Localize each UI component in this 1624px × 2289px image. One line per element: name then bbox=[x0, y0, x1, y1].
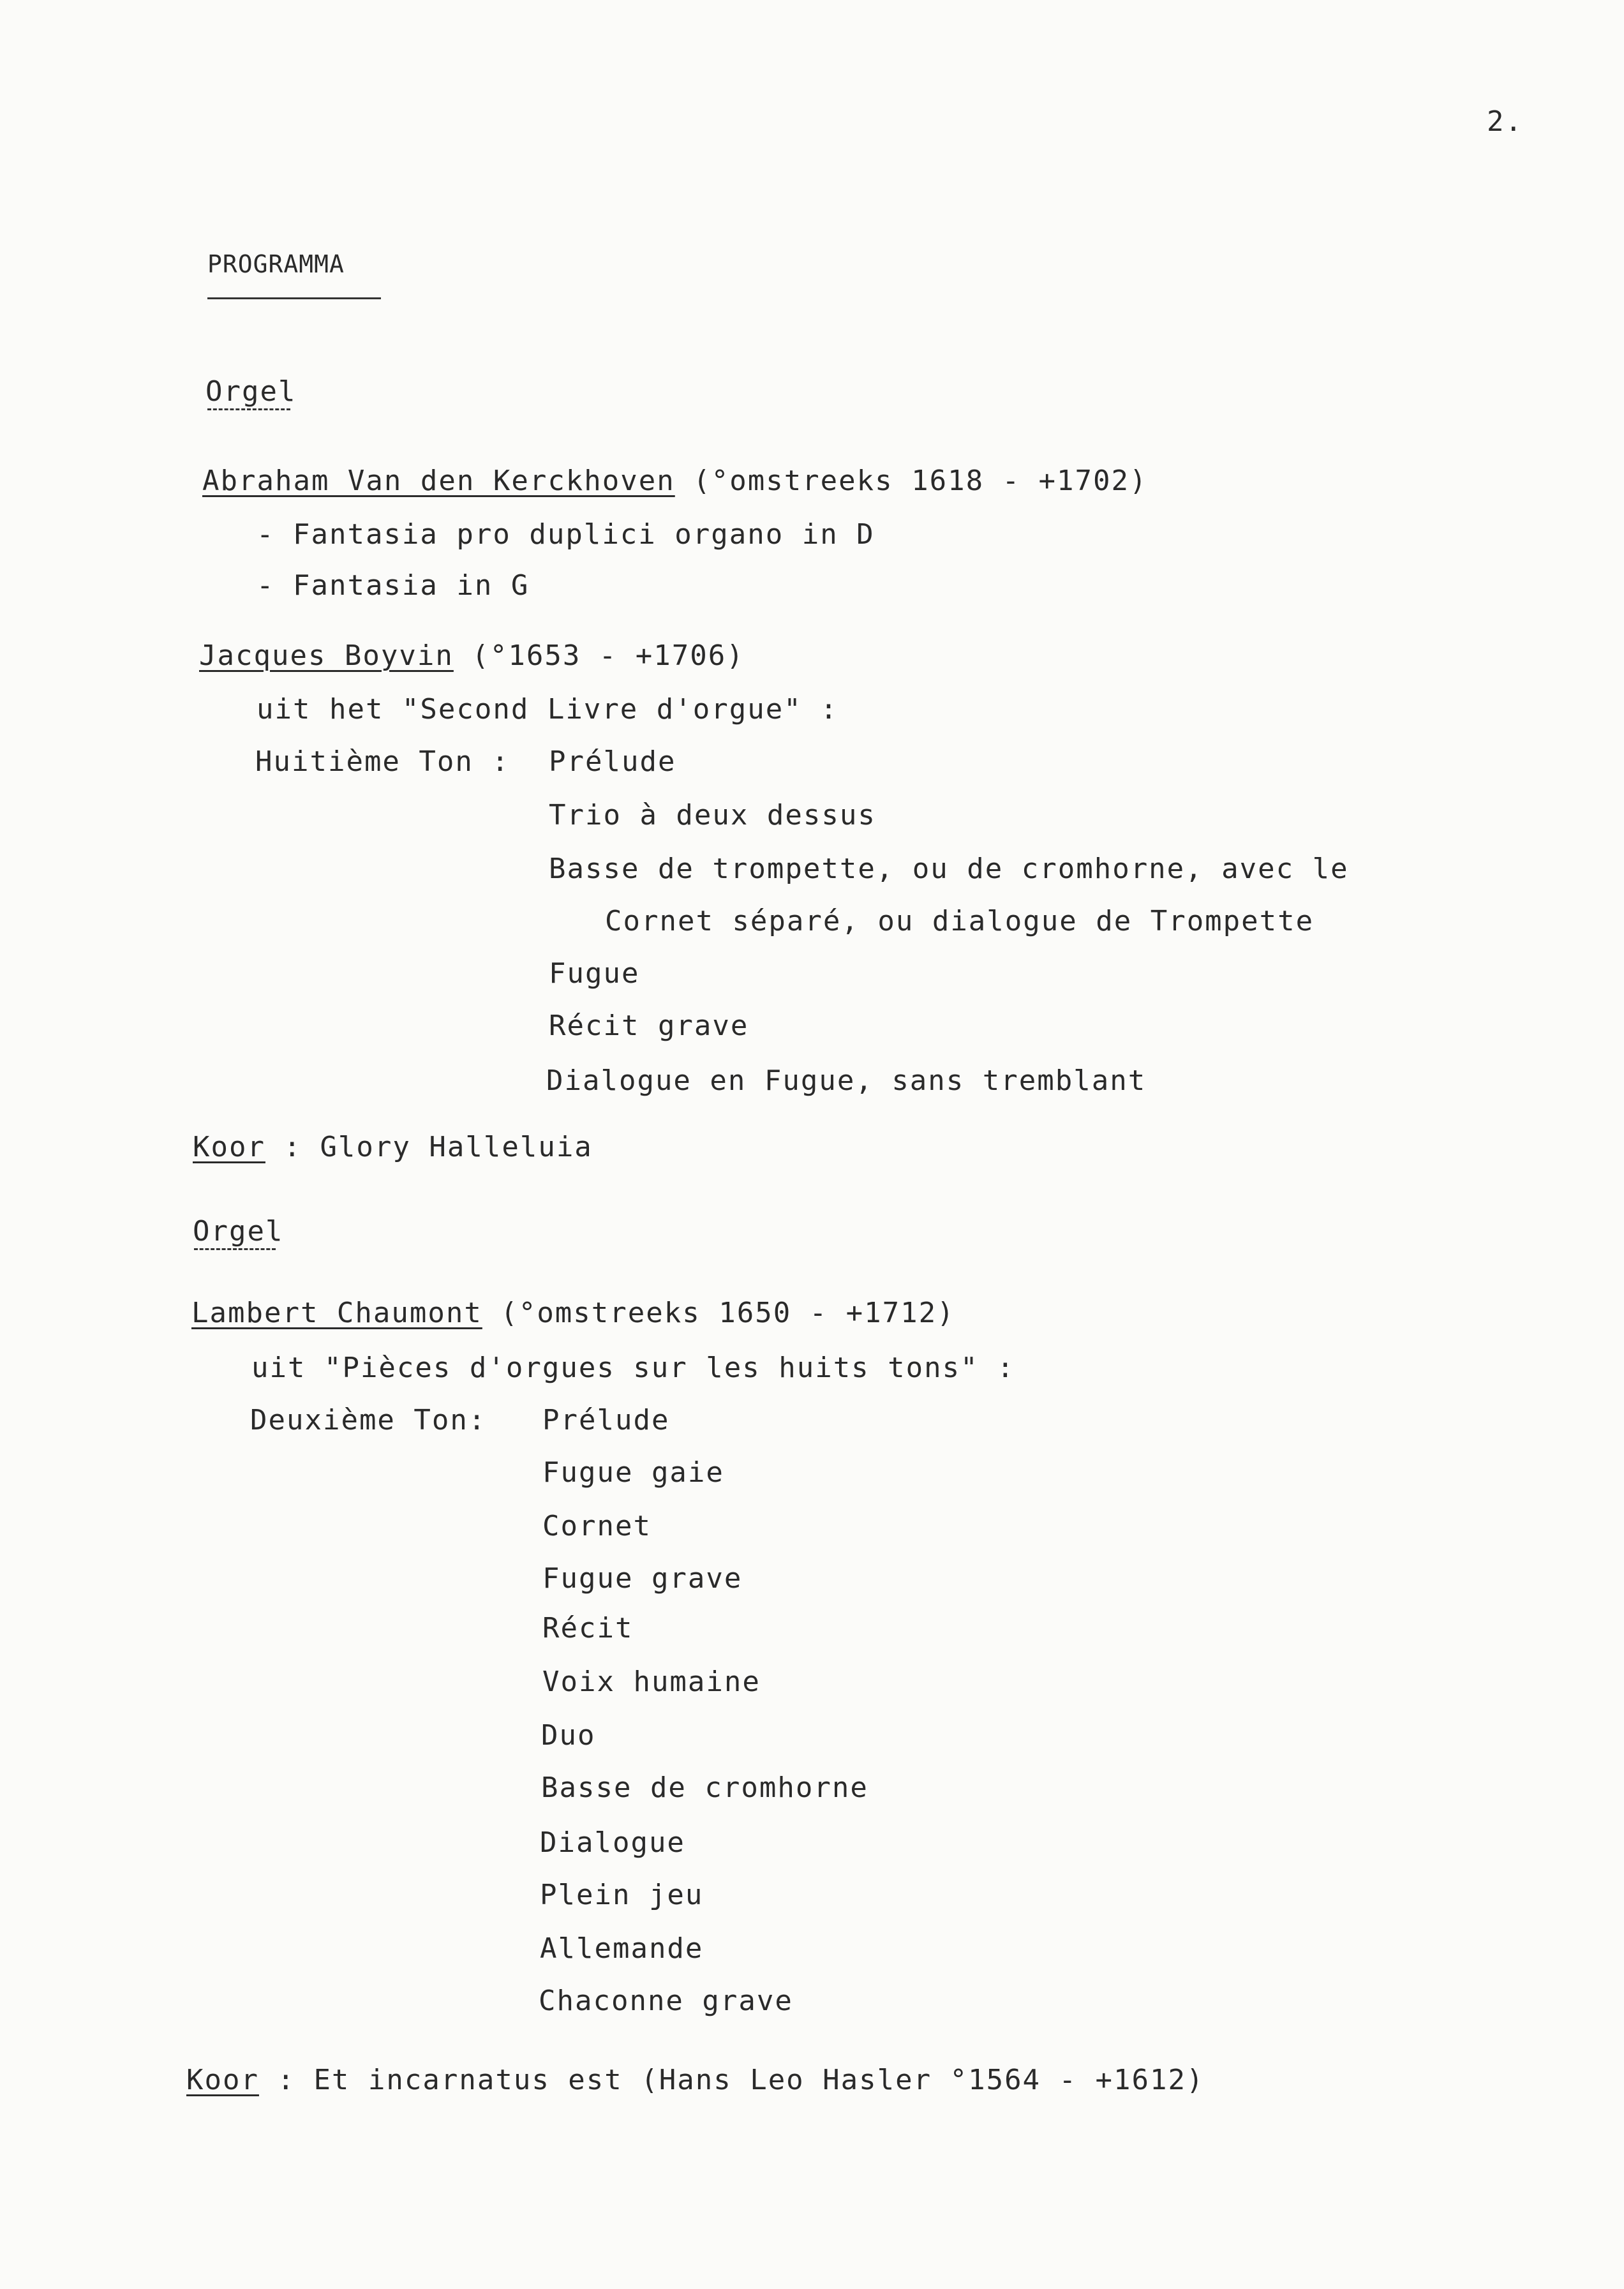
section-label-orgel-1-underline bbox=[207, 408, 290, 410]
movement-item: Cornet séparé, ou dialogue de Trompette bbox=[605, 905, 1315, 937]
koor-entry-1 bbox=[193, 1131, 593, 1164]
section-label-orgel-1: Orgel bbox=[205, 375, 297, 408]
movement-item: Récit grave bbox=[549, 1010, 749, 1042]
movement-item: Prélude bbox=[549, 745, 676, 778]
movement-item: Récit bbox=[542, 1612, 634, 1644]
movement-item: Chaconne grave bbox=[539, 1985, 793, 2017]
koor-text: : Glory Halleluia bbox=[265, 1131, 593, 1163]
source-title: uit "Pièces d'orgues sur les huits tons" : bbox=[251, 1352, 1015, 1384]
movement-item: Plein jeu bbox=[540, 1879, 704, 1911]
ton-label: Deuxième Ton: bbox=[250, 1404, 487, 1436]
composer-chaumont bbox=[191, 1297, 955, 1330]
composer-name: Lambert Chaumont bbox=[191, 1297, 482, 1329]
composer-name: Abraham Van den Kerckhoven bbox=[202, 465, 675, 497]
movement-item: Cornet bbox=[542, 1510, 652, 1542]
movement-item: Allemande bbox=[540, 1932, 704, 1965]
page-number: 2. bbox=[1487, 105, 1523, 138]
composer-dates: (°omstreeks 1618 - +1702) bbox=[674, 465, 1148, 497]
section-label-orgel-2-underline bbox=[194, 1248, 276, 1250]
movement-item: Prélude bbox=[542, 1404, 670, 1436]
movement-item: Fugue gaie bbox=[542, 1456, 724, 1489]
composer-dates: (°1653 - +1706) bbox=[453, 639, 745, 672]
movement-item: Basse de cromhorne bbox=[541, 1771, 868, 1804]
movement-item: Voix humaine bbox=[542, 1666, 761, 1698]
koor-text: : Et incarnatus est (Hans Leo Hasler °1564 - +1612) bbox=[258, 2064, 1205, 2096]
section-label-koor: Koor bbox=[186, 2064, 259, 2096]
ton-label: Huitième Ton : bbox=[255, 745, 510, 778]
movement-item: Duo bbox=[541, 1719, 596, 1752]
section-label-orgel-2: Orgel bbox=[193, 1215, 284, 1248]
program-heading: PROGRAMMA bbox=[207, 250, 345, 278]
composer-name: Jacques Boyvin bbox=[199, 639, 454, 672]
koor-entry-2 bbox=[186, 2064, 1204, 2097]
movement-item: Trio à deux dessus bbox=[549, 799, 876, 831]
movement-item: Basse de trompette, ou de cromhorne, avec le bbox=[549, 853, 1349, 885]
movement-item: Dialogue bbox=[540, 1826, 685, 1859]
movement-item: Fugue grave bbox=[542, 1562, 743, 1595]
movement-item: Fugue bbox=[549, 957, 640, 990]
composer-boyvin bbox=[199, 639, 745, 673]
movement-item: Dialogue en Fugue, sans tremblant bbox=[546, 1064, 1147, 1097]
piece-item: - Fantasia pro duplici organo in D bbox=[257, 518, 875, 551]
source-title: uit het "Second Livre d'orgue" : bbox=[257, 693, 838, 726]
composer-dates: (°omstreeks 1650 - +1712) bbox=[482, 1297, 955, 1329]
heading-underline bbox=[207, 297, 381, 299]
piece-item: - Fantasia in G bbox=[257, 569, 530, 602]
section-label-koor: Koor bbox=[193, 1131, 265, 1163]
composer-kerckhoven bbox=[202, 465, 1148, 498]
